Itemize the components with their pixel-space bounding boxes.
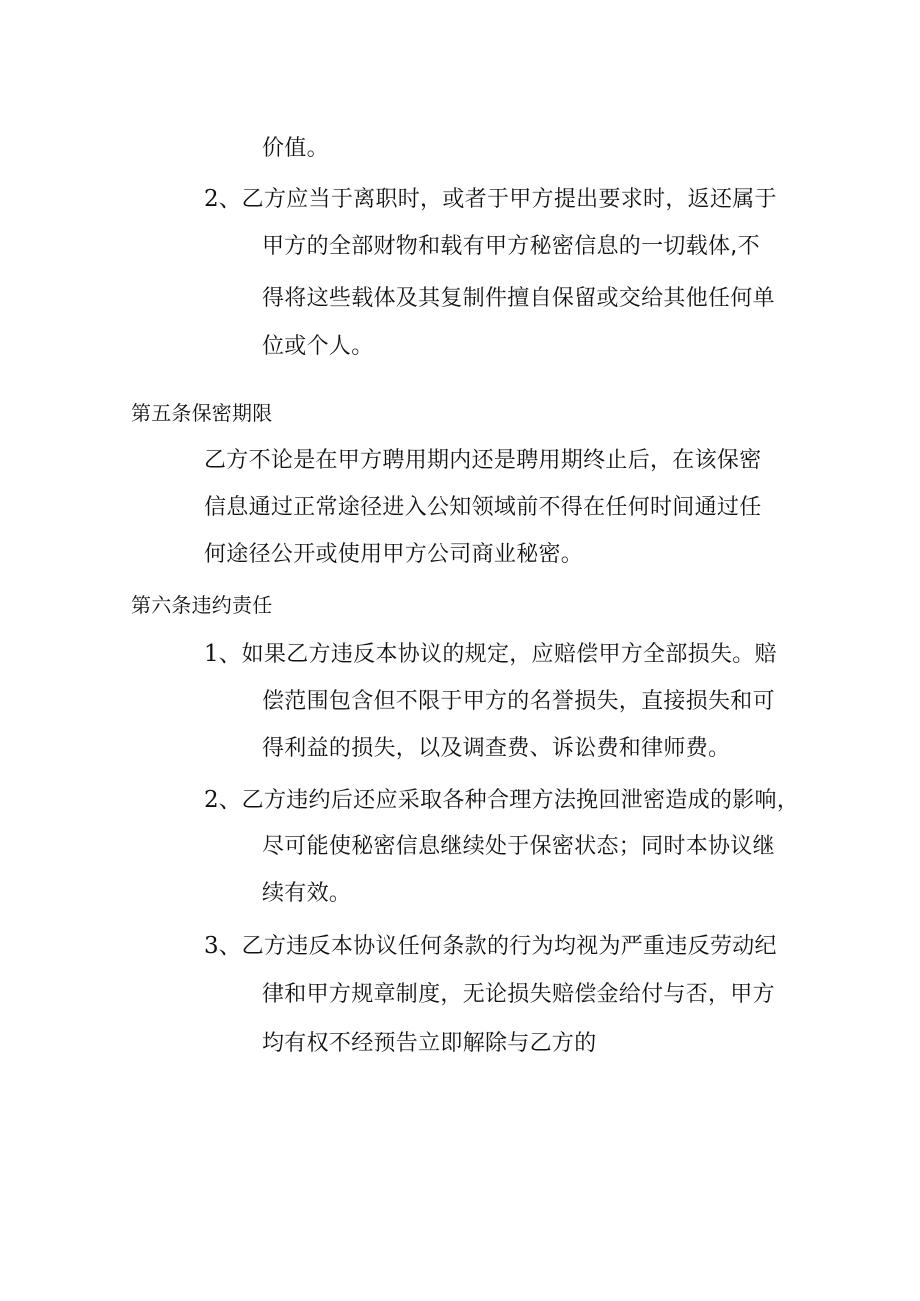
section6-item2-line-1: 乙方违约后还应采取各种合理方法挽回泄密造成的影响， xyxy=(241,788,800,813)
section6-item1-line-1: 如果乙方违反本协议的规定，应赔偿甲方全部损失。赔 xyxy=(241,642,777,667)
section6-item1-line-2: 偿范围包含但不限于甲方的名誉损失，直接损失和可 xyxy=(262,689,775,714)
section4-item2-line-2: 甲方的全部财物和载有甲方秘密信息的一切载体,不 xyxy=(262,234,760,259)
section6-item1-first-line xyxy=(204,640,777,669)
section4-item2-first-line xyxy=(204,185,777,214)
section6-item2-line-2: 尽可能使秘密信息继续处于保密状态；同时本协议继 xyxy=(262,834,775,859)
section6-item3-line-2: 律和甲方规章制度，无论损失赔偿金给付与否，甲方 xyxy=(262,982,775,1007)
section5-heading: 第五条保密期限 xyxy=(131,401,273,425)
section4-item1-tail: 价值。 xyxy=(262,136,329,161)
section6-item3-number: 3、 xyxy=(204,933,242,959)
section6-item2-first-line xyxy=(204,786,799,815)
section6-item2-line-3: 续有效。 xyxy=(262,881,352,906)
section6-item1-number: 1、 xyxy=(204,641,242,667)
section4-item2-line-3: 得将这些载体及其复制件擅自保留或交给其他任何单 xyxy=(262,286,775,311)
section6-item2-number: 2、 xyxy=(204,787,242,813)
section4-item2-line-1: 乙方应当于离职时，或者于甲方提出要求时，返还属于 xyxy=(241,187,777,212)
section6-heading: 第六条违约责任 xyxy=(131,593,273,617)
section4-item2-number: 2、 xyxy=(204,186,242,212)
section6-item3-line-1: 乙方违反本协议任何条款的行为均视为严重违反劳动纪 xyxy=(241,934,777,959)
section6-item3-line-3: 均有权不经预告立即解除与乙方的 xyxy=(262,1031,597,1056)
section5-line-1: 乙方不论是在甲方聘用期内还是聘用期终止后，在该保密 xyxy=(204,448,762,473)
section6-item3-first-line xyxy=(204,932,777,961)
section5-line-2: 信息通过正常途径进入公知领域前不得在任何时间通过任 xyxy=(204,495,762,520)
section5-line-3: 何途径公开或使用甲方公司商业秘密。 xyxy=(204,542,584,567)
section4-item2-line-4: 位或个人。 xyxy=(262,334,374,359)
section6-item1-line-3: 得利益的损失，以及调查费、诉讼费和律师费。 xyxy=(262,736,731,761)
